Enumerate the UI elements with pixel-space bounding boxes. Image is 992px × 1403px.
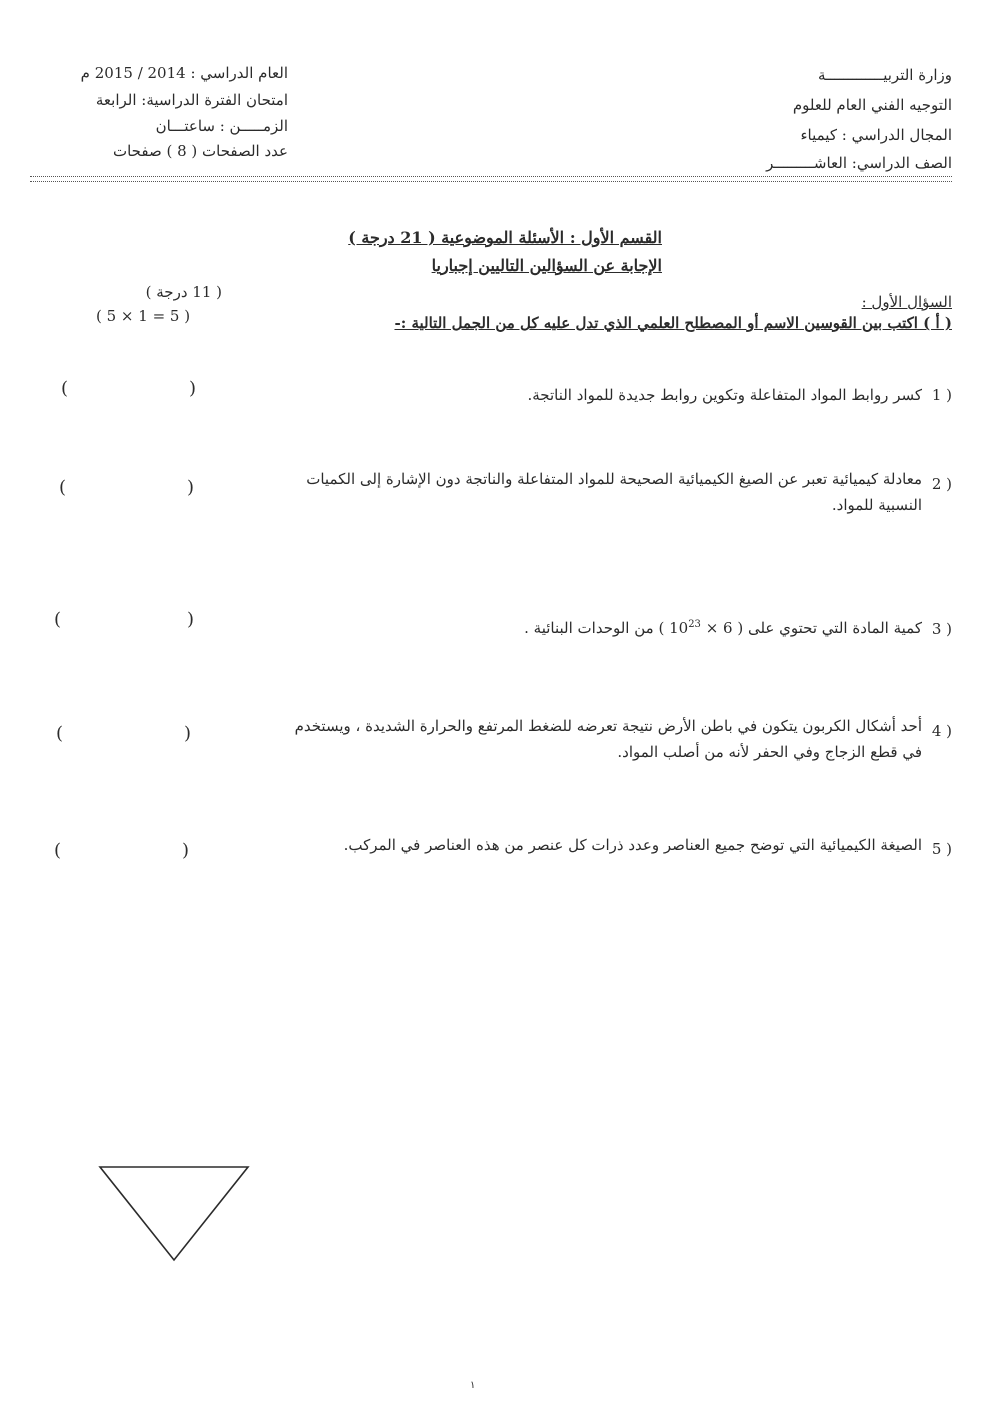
item-4-number: 4 )	[931, 722, 952, 740]
item-1-answer-open: )	[189, 378, 197, 399]
item-5-number: 5 )	[931, 840, 952, 858]
header-grade: الصف الدراسي: العاشـــــــــر	[766, 154, 952, 172]
item-4-answer-close: (	[56, 723, 64, 744]
item-1-number: 1 )	[931, 386, 952, 404]
section-title: القسم الأول : الأسئلة الموضوعية ( 21 درجة )	[348, 228, 662, 247]
header-year: العام الدراسي : 2014 / 2015 م	[80, 64, 288, 82]
page-mark: ١	[470, 1380, 476, 1391]
item-2-answer-open: )	[187, 477, 195, 498]
question-label: السؤال الأول :	[861, 293, 952, 311]
header-pages: عدد الصفحات ( 8 ) صفحات	[112, 142, 288, 160]
item-3-text	[362, 612, 922, 641]
item-1-text: كسر روابط المواد المتفاعلة وتكوين روابط جديدة للمواد الناتجة.	[527, 386, 922, 404]
question-marks: ( 11 درجة )	[145, 283, 222, 301]
item-3-text-after: ) من الوحدات البنائية .	[524, 619, 670, 637]
item-5-answer-open: )	[182, 840, 190, 861]
item-2-answer-close: (	[59, 477, 67, 498]
header-ministry: وزارة التربيـــــــــــــة	[818, 66, 952, 84]
header-subject: المجال الدراسي : كيمياء	[800, 126, 952, 144]
header-separator-top	[30, 176, 952, 177]
question-formula: ( 5 × 1 = 5 )	[96, 307, 191, 325]
item-1-answer-close: (	[61, 378, 69, 399]
part-a-instruction: ( أ ) اكتب بين القوسين الاسم أو المصطلح العلمي الذي تدل عليه كل من الجمل التالية :-	[394, 314, 952, 332]
item-5-answer-close: (	[54, 840, 62, 861]
next-page-triangle-icon	[98, 1165, 250, 1263]
header-separator-bottom	[30, 181, 952, 182]
section-instruction: الإجابة عن السؤالين التاليين إجباريا	[431, 256, 662, 275]
item-3-text-before: كمية المادة التي تحتوي على ( 6 × 10	[669, 619, 922, 637]
item-2-number: 2 )	[931, 475, 952, 493]
item-3-number: 3 )	[931, 620, 952, 638]
header-exam: امتحان الفترة الدراسية: الرابعة	[95, 91, 288, 109]
item-2-text: معادلة كيميائية تعبر عن الصيغ الكيميائية الصحيحة للمواد المتفاعلة والناتجة دون الإشارة إلى الكميات النسبية للمواد.	[306, 470, 922, 514]
item-3-exponent: 23	[688, 619, 701, 630]
header-directorate: التوجيه الفني العام للعلوم	[792, 96, 952, 114]
item-3-answer-open: )	[187, 609, 195, 630]
item-4-answer-open: )	[184, 723, 192, 744]
item-4-text: أحد أشكال الكربون يتكون في باطن الأرض نتيجة تعرضه للضغط المرتفع والحرارة الشديدة ، ويستخدم في قطع الزجاج وفي الحفر لأنه من أصلب المواد.	[294, 717, 922, 761]
item-5-text: الصيغة الكيميائية التي توضح جميع العناصر وعدد ذرات كل عنصر من هذه العناصر في المركب.	[343, 836, 922, 854]
item-3-answer-close: (	[54, 609, 62, 630]
header-time: الزمـــــن : ساعتـــان	[155, 117, 288, 135]
